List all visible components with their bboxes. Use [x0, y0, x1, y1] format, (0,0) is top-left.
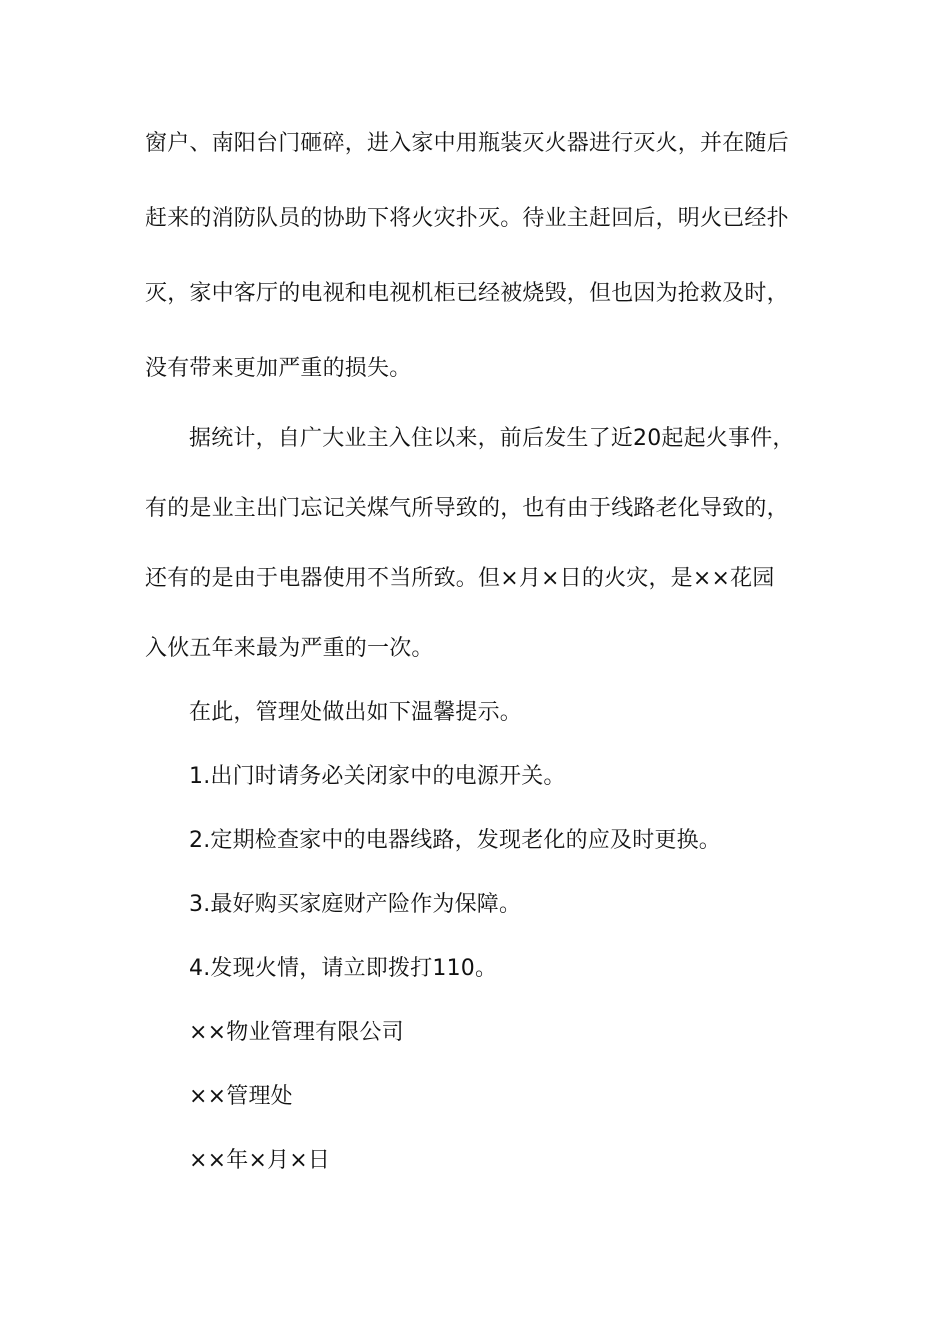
- tip-item-4: 4.发现火情，请立即拨打110。: [189, 956, 498, 981]
- paragraph-1-line-3: 灭，家中客厅的电视和电视机柜已经被烧毁，但也因为抢救及时，: [145, 281, 789, 306]
- paragraph-2-line-3: 还有的是由于电器使用不当所致。但×月×日的火灾，是××花园: [145, 566, 775, 591]
- tip-item-1: 1.出门时请务必关闭家中的电源开关。: [189, 764, 566, 789]
- paragraph-2-line-2: 有的是业主出门忘记关煤气所导致的，也有由于线路老化导致的，: [145, 496, 789, 521]
- paragraph-2-line-1: 据统计，自广大业主入住以来，前后发生了近20起起火事件，: [189, 426, 795, 451]
- paragraph-1-line-2: 赶来的消防队员的协助下将火灾扑灭。待业主赶回后，明火已经扑: [145, 206, 789, 231]
- tip-item-3: 3.最好购买家庭财产险作为保障。: [189, 892, 522, 917]
- tips-intro: 在此，管理处做出如下温馨提示。: [189, 700, 523, 725]
- document-body: [145, 128, 795, 1177]
- signature-date: ××年×月×日: [189, 1148, 331, 1173]
- signature-company: ××物业管理有限公司: [189, 1020, 404, 1045]
- signature-office: ××管理处: [189, 1084, 293, 1109]
- paragraph-2-line-4: 入伙五年来最为严重的一次。: [145, 636, 434, 661]
- paragraph-1-line-4: 没有带来更加严重的损失。: [145, 356, 412, 381]
- tip-item-2: 2.定期检查家中的电器线路，发现老化的应及时更换。: [189, 828, 721, 853]
- paragraph-1-line-1: 窗户、南阳台门砸碎，进入家中用瓶装灭火器进行灭火，并在随后: [145, 131, 789, 156]
